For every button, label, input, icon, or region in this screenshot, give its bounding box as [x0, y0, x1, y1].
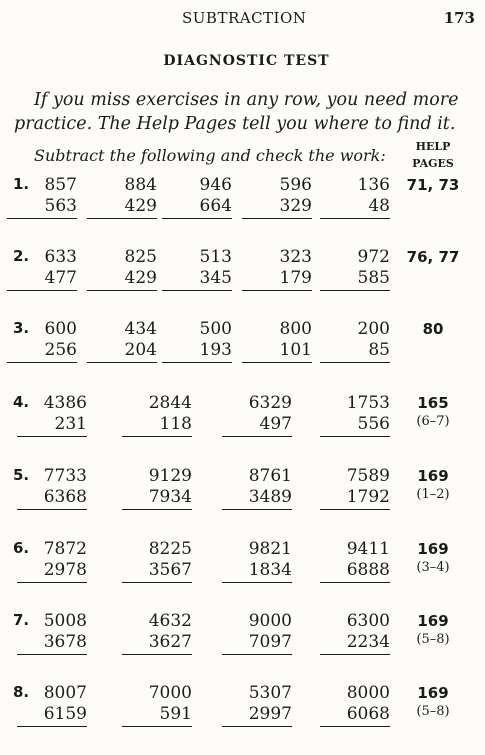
row-number: 6.	[13, 539, 30, 557]
subtrahend: 3567	[122, 560, 192, 583]
minuend: 9129	[148, 466, 192, 486]
subtraction-problem	[320, 319, 390, 363]
minuend: 9821	[248, 539, 292, 559]
subtraction-problem	[320, 466, 390, 510]
help-page-numbers: 169	[417, 540, 449, 558]
minuend: 200	[357, 319, 390, 339]
row-number: 1.	[13, 175, 30, 193]
minuend: 972	[357, 247, 390, 267]
help-heading-line-1: HELP	[415, 140, 451, 153]
subtrahend: 48	[320, 196, 390, 219]
row-number: 4.	[13, 393, 30, 411]
minuend: 6300	[346, 611, 390, 631]
exercise-row	[0, 611, 485, 671]
subtrahend: 3489	[222, 487, 292, 510]
help-page-numbers: 76, 77	[406, 248, 460, 266]
subtrahend: 429	[87, 268, 157, 291]
subtraction-problem	[17, 611, 87, 655]
minuend: 884	[124, 175, 157, 195]
subtrahend: 6159	[17, 704, 87, 727]
help-reference	[400, 394, 466, 431]
subtrahend: 193	[162, 340, 232, 363]
minuend: 8761	[248, 466, 292, 486]
minuend: 946	[199, 175, 232, 195]
test-title: DIAGNOSTIC TEST	[163, 53, 330, 69]
minuend: 6329	[248, 393, 292, 413]
subtrahend: 477	[7, 268, 77, 291]
subtraction-problem	[7, 247, 77, 291]
help-section-range: (3–4)	[416, 560, 450, 575]
exercise-row	[0, 539, 485, 599]
minuend: 8225	[148, 539, 192, 559]
minuend: 600	[44, 319, 77, 339]
help-reference	[400, 320, 466, 338]
help-reference	[400, 540, 466, 577]
minuend: 500	[199, 319, 232, 339]
exercise-row	[0, 319, 485, 379]
subtrahend: 101	[242, 340, 312, 363]
subtrahend: 6368	[17, 487, 87, 510]
subtraction-problem	[222, 683, 292, 727]
help-page-numbers: 165	[417, 394, 449, 412]
subtraction-problem	[242, 175, 312, 219]
subtrahend: 3627	[122, 632, 192, 655]
subtrahend: 2234	[320, 632, 390, 655]
subtraction-problem	[320, 393, 390, 437]
subtraction-problem	[222, 611, 292, 655]
help-page-numbers: 71, 73	[406, 176, 460, 194]
subtraction-problem	[320, 611, 390, 655]
help-section-range: (1–2)	[416, 487, 450, 502]
subtrahend: 3678	[17, 632, 87, 655]
subtrahend: 118	[122, 414, 192, 437]
minuend: 4632	[148, 611, 192, 631]
subtraction-problem	[162, 319, 232, 363]
help-page-numbers: 80	[422, 320, 444, 338]
help-reference	[400, 467, 466, 504]
minuend: 1753	[346, 393, 390, 413]
exercise-row	[0, 683, 485, 743]
minuend: 7872	[43, 539, 87, 559]
minuend: 800	[279, 319, 312, 339]
subtrahend: 563	[7, 196, 77, 219]
subtrahend: 1834	[222, 560, 292, 583]
minuend: 5008	[43, 611, 87, 631]
intro-line-1: If you miss exercises in any row, you need more	[34, 90, 459, 110]
subtraction-problem	[122, 539, 192, 583]
subtraction-problem	[7, 319, 77, 363]
minuend: 513	[199, 247, 232, 267]
help-section-range: (5–8)	[416, 632, 450, 647]
subtraction-problem	[122, 611, 192, 655]
subtraction-problem	[320, 175, 390, 219]
help-pages-heading	[405, 138, 461, 172]
subtraction-problem	[222, 466, 292, 510]
minuend: 5307	[248, 683, 292, 703]
subtraction-problem	[242, 319, 312, 363]
minuend: 8000	[346, 683, 390, 703]
subtrahend: 85	[320, 340, 390, 363]
subtraction-problem	[320, 539, 390, 583]
minuend: 596	[279, 175, 312, 195]
minuend: 9000	[248, 611, 292, 631]
subtrahend: 664	[162, 196, 232, 219]
subtrahend: 256	[7, 340, 77, 363]
subtraction-problem	[242, 247, 312, 291]
chapter-title: SUBTRACTION	[182, 9, 307, 27]
subtraction-problem	[17, 466, 87, 510]
subtrahend: 345	[162, 268, 232, 291]
exercise-row	[0, 393, 485, 453]
help-page-numbers: 169	[417, 684, 449, 702]
subtrahend: 204	[87, 340, 157, 363]
subtrahend: 7097	[222, 632, 292, 655]
page-number: 173	[443, 9, 475, 27]
intro-line-2: practice. The Help Pages tell you where to find it.	[14, 114, 456, 134]
subtrahend: 497	[222, 414, 292, 437]
subtraction-problem	[87, 319, 157, 363]
minuend: 2844	[148, 393, 192, 413]
intro-paragraph	[14, 88, 479, 136]
row-number: 8.	[13, 683, 30, 701]
minuend: 7000	[148, 683, 192, 703]
subtraction-problem	[222, 393, 292, 437]
subtrahend: 556	[320, 414, 390, 437]
subtrahend: 429	[87, 196, 157, 219]
minuend: 136	[357, 175, 390, 195]
minuend: 857	[44, 175, 77, 195]
subtrahend: 231	[17, 414, 87, 437]
minuend: 7733	[43, 466, 87, 486]
subtraction-problem	[222, 539, 292, 583]
exercise-row	[0, 466, 485, 526]
exercise-row	[0, 247, 485, 307]
subtraction-problem	[320, 683, 390, 727]
help-section-range: (6–7)	[416, 414, 450, 429]
instruction-text: Subtract the following and check the work:	[34, 146, 386, 165]
subtraction-problem	[17, 393, 87, 437]
subtraction-problem	[87, 247, 157, 291]
subtrahend: 6888	[320, 560, 390, 583]
minuend: 4386	[43, 393, 87, 413]
help-page-numbers: 169	[417, 467, 449, 485]
subtraction-problem	[320, 247, 390, 291]
subtrahend: 1792	[320, 487, 390, 510]
help-reference	[400, 176, 466, 194]
minuend: 7589	[346, 466, 390, 486]
subtrahend: 179	[242, 268, 312, 291]
help-reference	[400, 612, 466, 649]
subtrahend: 2978	[17, 560, 87, 583]
subtrahend: 7934	[122, 487, 192, 510]
subtrahend: 6068	[320, 704, 390, 727]
subtrahend: 2997	[222, 704, 292, 727]
subtrahend: 591	[122, 704, 192, 727]
minuend: 633	[44, 247, 77, 267]
help-section-range: (5–8)	[416, 704, 450, 719]
minuend: 323	[279, 247, 312, 267]
subtraction-problem	[122, 466, 192, 510]
help-page-numbers: 169	[417, 612, 449, 630]
row-number: 5.	[13, 466, 30, 484]
row-number: 3.	[13, 319, 30, 337]
subtraction-problem	[162, 175, 232, 219]
subtraction-problem	[122, 393, 192, 437]
row-number: 2.	[13, 247, 30, 265]
help-reference	[400, 684, 466, 721]
minuend: 8007	[43, 683, 87, 703]
subtraction-problem	[162, 247, 232, 291]
subtrahend: 585	[320, 268, 390, 291]
minuend: 825	[124, 247, 157, 267]
minuend: 9411	[346, 539, 390, 559]
subtrahend: 329	[242, 196, 312, 219]
exercise-row	[0, 175, 485, 235]
subtraction-problem	[122, 683, 192, 727]
subtraction-problem	[17, 683, 87, 727]
subtraction-problem	[7, 175, 77, 219]
subtraction-problem	[87, 175, 157, 219]
page-header	[0, 9, 485, 31]
help-heading-line-2: PAGES	[412, 157, 454, 170]
subtraction-problem	[17, 539, 87, 583]
minuend: 434	[124, 319, 157, 339]
help-reference	[400, 248, 466, 266]
row-number: 7.	[13, 611, 30, 629]
